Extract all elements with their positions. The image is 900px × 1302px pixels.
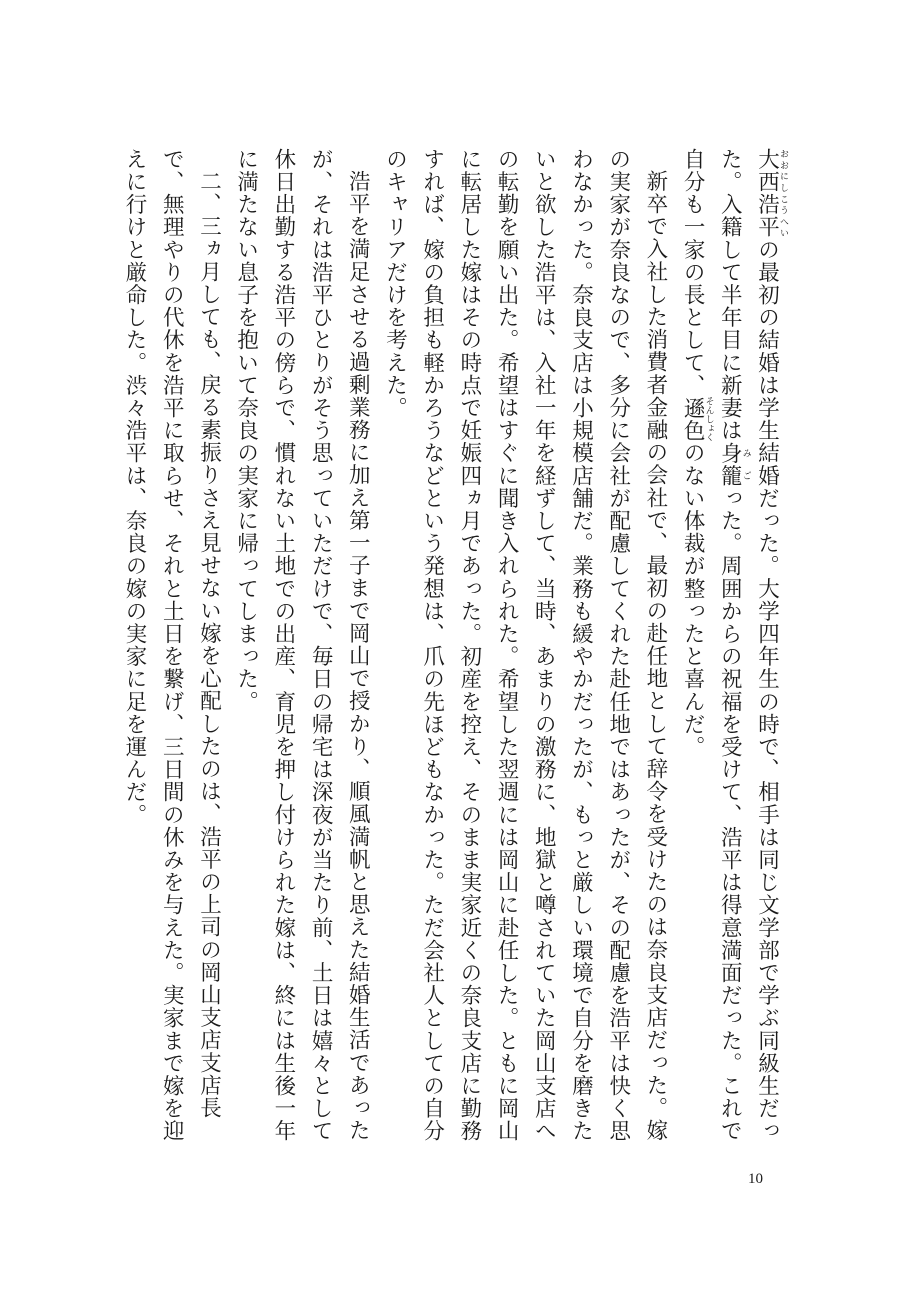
ruby-annotated-word xyxy=(754,148,788,239)
text-run: の最初の結婚は学生結婚だった。大学四年生の時で、相手は同じ文学部で学ぶ同級生だった。入籍して半年目に新妻は xyxy=(717,148,780,1143)
text-run: 二、三ヵ月しても、戻る素振りさえ見せない嫁を心配したのは、浩平の上司の岡山支店支店長で、無理やりの代休を浩平に取らせ、それと土日を繋げ、三日間の休みを与えた。実家まで嫁を迎えに行けと厳命した。渋々浩平は、奈良の嫁の実家に足を運んだ。 xyxy=(122,148,222,1143)
text-run: 浩平を満足させる過剰業務に加え第一子まで岡山で授かり、順風満帆と思えた結婚生活であったが、それは浩平ひとりがそう思っていただけで、毎日の帰宅は深夜が当たり前、土日は嬉々として休日出勤する浩平の傍らで、慣れない土地での出産、育児を押し付けられた嫁は、終には生後一年に満たない息子を抱いて奈良の実家に帰ってしまった。 xyxy=(233,148,371,1143)
paragraph xyxy=(116,148,228,1150)
text-run: 新卒で入社した消費者金融の会社で、最初の赴任地として辞令を受けたのは奈良支店だった。嫁の実家が奈良なので、多分に会社が配慮してくれた赴任地ではあったが、その配慮を浩平は快く思わなかった。奈良支店は小規模店舗だ。業務も緩やかだったが、もっと厳しい環境で自分を磨きたいと欲した浩平は、入社一年を経ずして、当時、あまりの激務に、地獄と噂されていた岡山支店への転勤を願い出た。希望はすぐに聞き入れられた。希望した翌週には岡山に赴任した。ともに岡山に転居した嫁はその時点で妊娠四ヵ月であった。初産を控え、そのまま実家近くの奈良支店に勤務すれば、嫁の負担も軽かろうなどという発想は、爪の先ほどもなかった。ただ会社人としての自分のキャリアだけを考えた。 xyxy=(382,148,668,1143)
ruby-reading: おおにしこうへい xyxy=(778,148,788,239)
paragraph xyxy=(227,148,376,1150)
paragraph xyxy=(376,148,674,1150)
ruby-base: 大西浩平 xyxy=(754,148,780,239)
text-run: のない体裁が整ったと喜んだ。 xyxy=(680,441,706,759)
ruby-base: 遜色 xyxy=(680,396,706,442)
ruby-reading: みご xyxy=(740,441,751,488)
text-run: った。周囲からの祝福を受けて、浩平は得意満面だった。これで自分も一家の長として、 xyxy=(680,148,743,1143)
page-number: 10 xyxy=(748,1171,763,1187)
ruby-annotated-word xyxy=(717,441,751,488)
vertical-text-body xyxy=(116,148,788,1150)
ruby-reading: そんしょく xyxy=(703,396,714,442)
paragraph xyxy=(674,148,788,1150)
ruby-annotated-word xyxy=(680,396,714,442)
ruby-base: 身籠 xyxy=(717,441,743,488)
